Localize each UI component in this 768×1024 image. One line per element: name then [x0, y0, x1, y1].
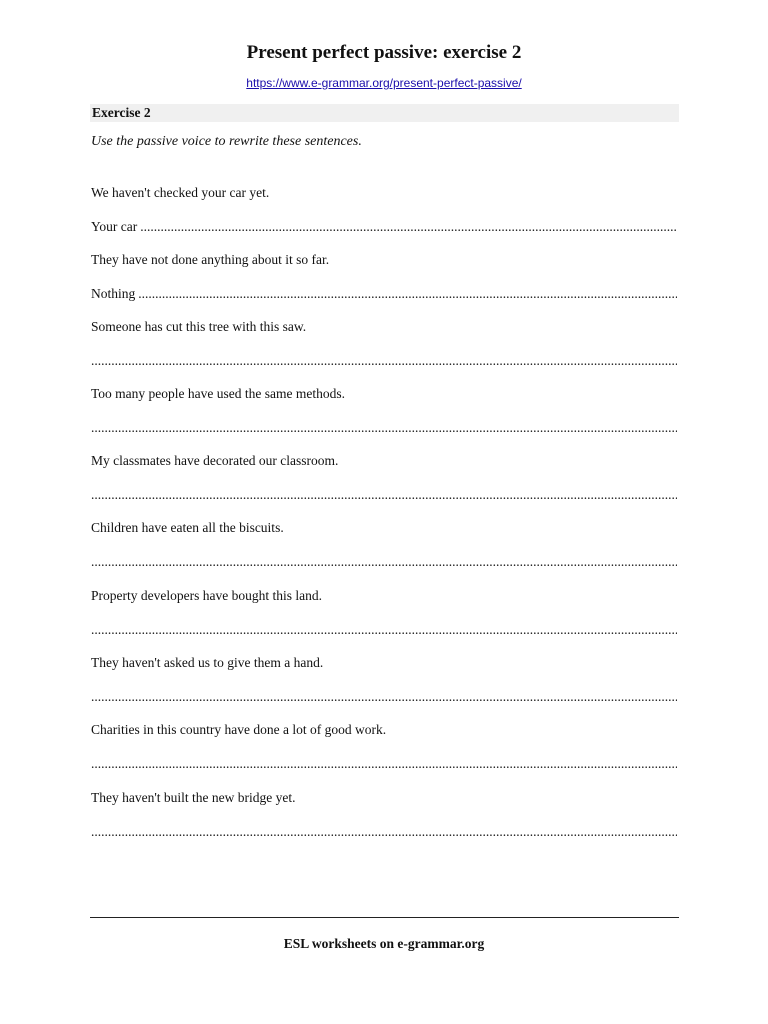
- source-link[interactable]: https://www.e-grammar.org/present-perfect-passive/: [246, 76, 522, 90]
- answer-prefix: Nothing: [91, 286, 136, 301]
- answer-line[interactable]: [91, 219, 677, 235]
- exercise-sentence: We haven't checked your car yet.: [91, 185, 270, 200]
- exercise-sentence: They haven't built the new bridge yet.: [91, 790, 296, 805]
- answer-dots: [91, 487, 677, 503]
- answer-line[interactable]: [91, 554, 677, 570]
- footer-divider: [90, 917, 679, 918]
- answer-line[interactable]: [91, 420, 677, 436]
- answer-dots: [140, 219, 677, 235]
- exercise-sentence: They have not done anything about it so far.: [91, 252, 330, 267]
- answer-line[interactable]: [91, 487, 677, 503]
- answer-prefix: Your car: [91, 219, 138, 234]
- exercise-header: Exercise 2: [90, 104, 679, 122]
- footer-text: ESL worksheets on e-grammar.org: [283, 936, 485, 951]
- exercise-instruction: Use the passive voice to rewrite these sentences.: [91, 134, 362, 149]
- answer-dots: [91, 420, 677, 436]
- answer-line[interactable]: [91, 353, 677, 369]
- exercise-sentence: Someone has cut this tree with this saw.: [91, 319, 307, 334]
- exercise-sentence: They haven't asked us to give them a hand.: [91, 655, 324, 670]
- answer-line[interactable]: [91, 689, 677, 705]
- page-title: Present perfect passive: exercise 2: [246, 42, 522, 63]
- answer-dots: [91, 689, 677, 705]
- answer-dots: [91, 622, 677, 638]
- answer-line[interactable]: [91, 824, 677, 840]
- answer-dots: [91, 353, 677, 369]
- source-url: [0, 76, 768, 90]
- exercise-sentence: Children have eaten all the biscuits.: [91, 520, 284, 535]
- answer-dots: [91, 824, 677, 840]
- exercise-sentence: Too many people have used the same methods.: [91, 386, 345, 401]
- exercise-sentence: Property developers have bought this land.: [91, 588, 322, 603]
- exercise-sentence: My classmates have decorated our classroom.: [91, 453, 339, 468]
- answer-dots: [138, 286, 677, 302]
- exercise-sentence: Charities in this country have done a lot of good work.: [91, 722, 387, 737]
- answer-line[interactable]: [91, 286, 677, 302]
- answer-line[interactable]: [91, 756, 677, 772]
- answer-dots: [91, 554, 677, 570]
- answer-line[interactable]: [91, 622, 677, 638]
- answer-dots: [91, 756, 677, 772]
